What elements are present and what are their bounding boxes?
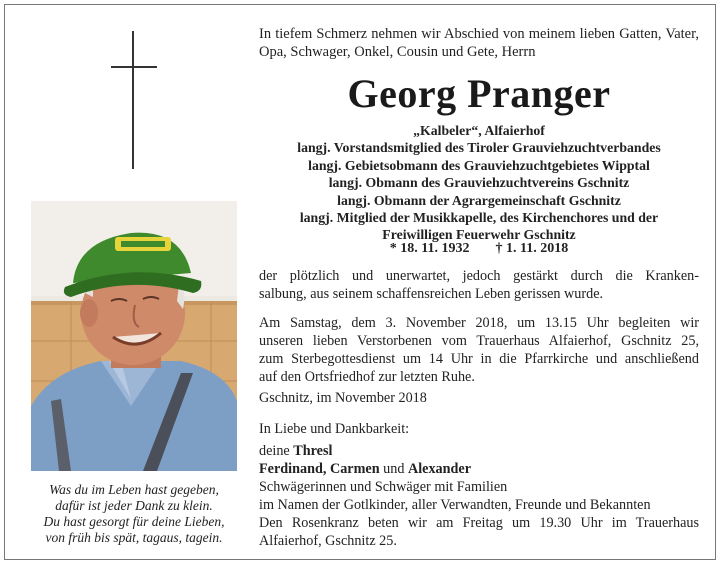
birth-date: * 18. 11. 1932 [389,241,470,256]
poem-line: Du hast gesorgt für deine Lieben, [43,514,225,529]
title-line: langj. Obmann des Grauviehzuchtvereins Gschnitz [328,175,630,191]
others-line: im Namen der Gotlkinder, aller Verwandten, Freunde und Bekannten [259,497,651,513]
children-names: Ferdinand, Carmen [259,461,380,477]
wife-prefix: deine [259,443,290,459]
text-line: Am Samstag, dem 3. November 2018, um 13.15 Uhr begleiten wir [259,315,699,331]
wife-name: Thresl [293,443,333,459]
title-line: langj. Obmann der Agrargemeinschaft Gschnitz [337,192,621,208]
in-laws-line: Schwägerinnen und Schwäger mit Familien [259,479,508,495]
title-line: Freiwilligen Feuerwehr Gschnitz [382,227,576,243]
text-line: Alfaierhof, Gschnitz 25. [259,533,397,549]
mourners-block [259,420,699,514]
deceased-name: Georg Pranger [347,71,611,116]
title-line: langj. Gebietsobmann des Grauviehzuchtgebietes Wipptal [308,157,650,173]
text-line: salbung, aus seinem schaffensreichen Leben gerissen wurde. [259,286,604,302]
place-date: Gschnitz, im November 2018 [259,390,427,406]
rosary-paragraph [259,514,699,550]
life-dates [259,240,699,258]
text-line: zum Sterbegottesdienst um 14 Uhr in die Pfarrkirche und anschließend [259,351,699,367]
nickname-line: „Kalbeler“, Alfaierhof [413,123,545,138]
poem-line: von früh bis spät, tagaus, tagein. [45,530,223,545]
text-line: Den Rosenkranz beten wir am Freitag um 19.30 Uhr im Trauerhaus [259,515,699,531]
funeral-paragraph [259,314,699,386]
cross-icon [111,31,157,171]
text-line: unseren lieben Verstorbenen vom Trauerhaus Alfaierhof, Gschnitz 25, [259,333,699,349]
text-line: der plötzlich und unerwartet, jedoch gestärkt durch die Kranken- [259,268,699,284]
title-line: langj. Vorstandsmitglied des Tiroler Grauviehzuchtverbandes [297,140,661,156]
wife-line [259,442,699,460]
children-and: und [383,461,405,477]
poem-line: dafür ist jeder Dank zu klein. [55,498,213,513]
memorial-poem [19,482,249,546]
title-line: langj. Mitglied der Musikkapelle, des Kirchenchores und der [299,210,659,226]
death-date: † 1. 11. 2018 [495,241,569,256]
poem-line: Was du im Leben hast gegeben, [49,482,219,497]
obituary-notice [4,4,716,560]
child-name: Alexander [407,461,472,477]
children-line [259,460,699,478]
titles-block [259,122,699,244]
intro-text: In tiefem Schmerz nehmen wir Abschied von meinem lieben Gatten, Vater, Opa, Schwager, Onkel, Cousin und Gete, Herrn [259,26,699,60]
mourners-heading: In Liebe und Dankbarkeit: [259,421,410,437]
text-line: auf den Ortsfriedhof zur letzten Ruhe. [259,369,475,385]
portrait-photo [31,201,237,471]
death-paragraph [259,267,699,303]
